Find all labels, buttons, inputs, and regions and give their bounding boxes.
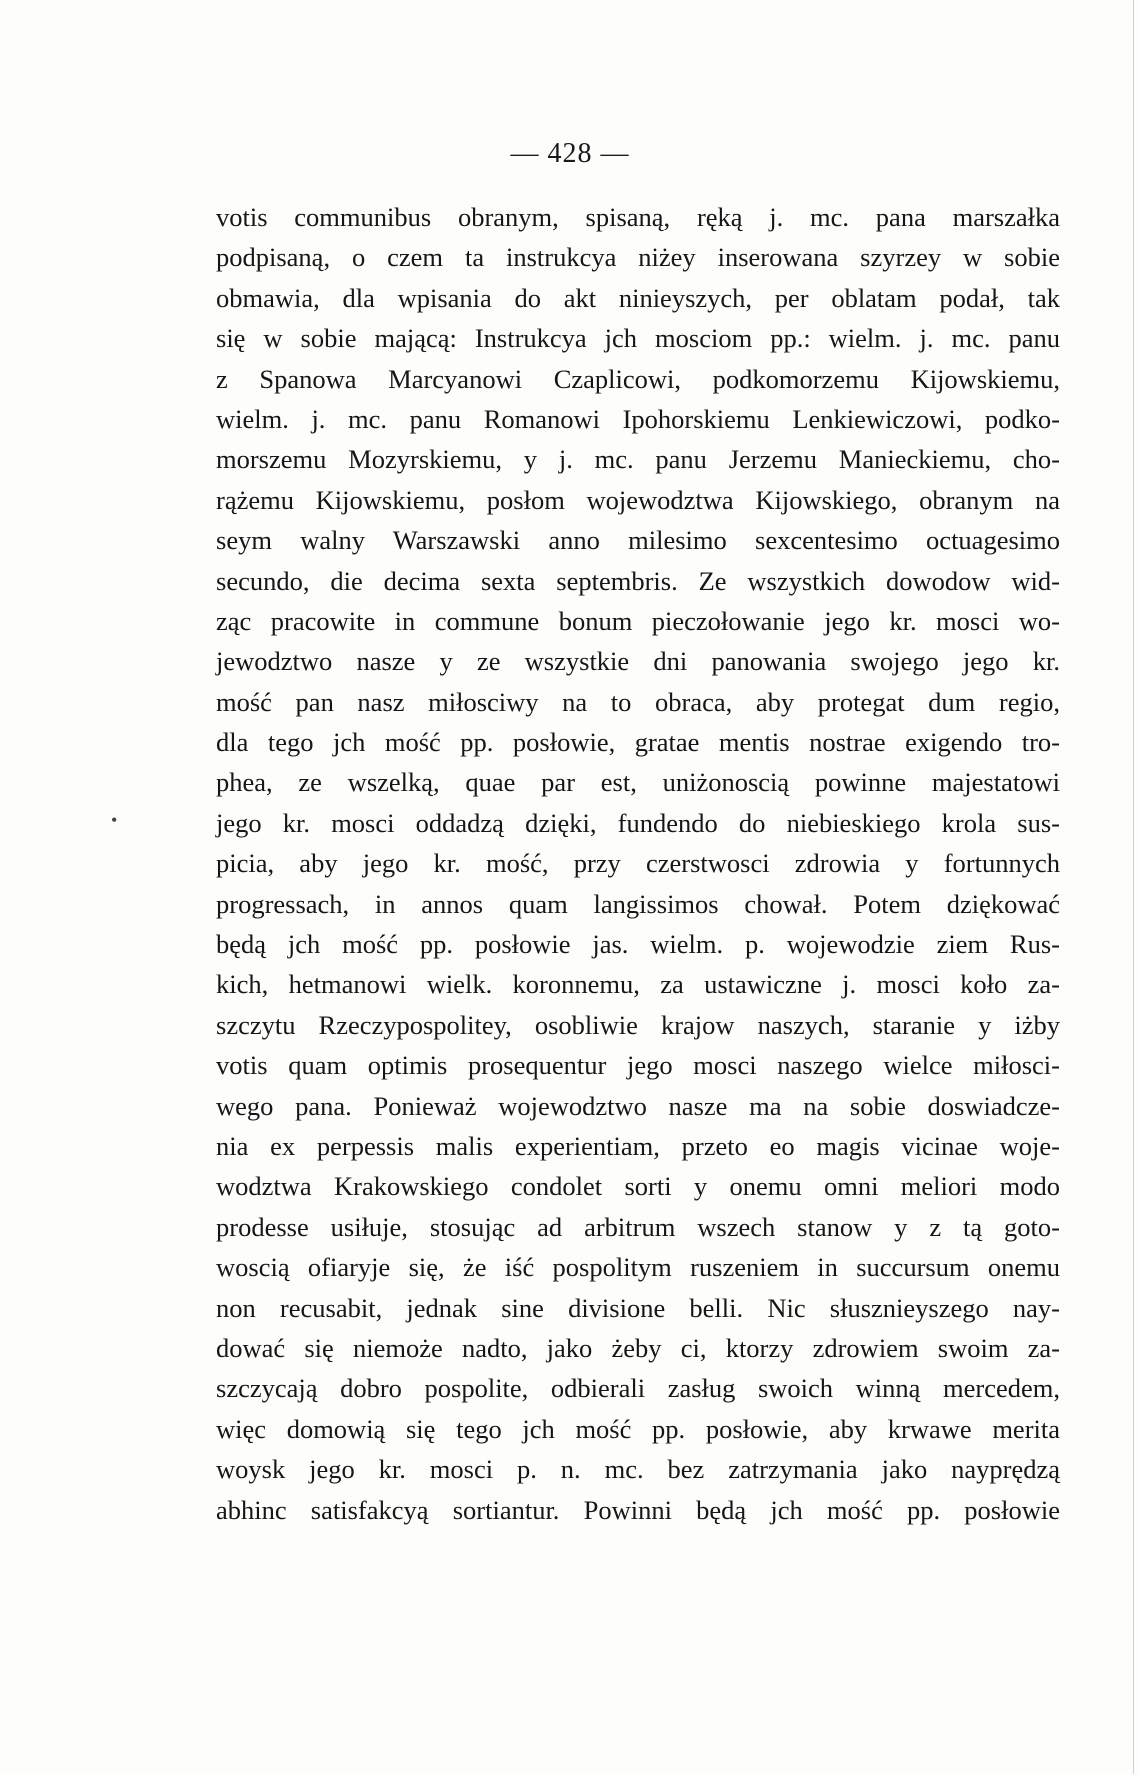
text-line: votis communibus obranym, spisaną, ręką j. mc. pana marszałka	[216, 202, 1060, 232]
margin-mark: •	[111, 810, 118, 830]
text-line: dla tego jch mość pp. posłowie, gratae mentis nostrae exigendo tro-	[216, 727, 1060, 758]
text-line: szczycają dobro pospolite, odbierali zasług swoich winną mercedem,	[216, 1373, 1060, 1404]
text-line: się w sobie mającą: Instrukcya jch mosciom pp.: wielm. j. mc. panu	[216, 323, 1060, 354]
text-line: wielm. j. mc. panu Romanowi Ipohorskiemu Lenkiewiczowi, podko-	[216, 403, 1060, 434]
text-line: wodztwa Krakowskiego condolet sorti y onemu omni meliori modo	[216, 1171, 1060, 1202]
text-line: szczytu Rzeczypospolitey, osobliwie krajow naszych, staranie y iżby	[216, 1009, 1060, 1040]
text-line: z Spanowa Marcyanowi Czaplicowi, podkomorzemu Kijowskiemu,	[216, 363, 1060, 394]
text-line: wego pana. Ponieważ wojewodztwo nasze ma na sobie doswiadcze-	[216, 1090, 1060, 1121]
text-line: woscią ofiaryje się, że iść pospolitym ruszeniem in succursum onemu	[216, 1252, 1060, 1283]
text-line: abhinc satisfakcyą sortiantur. Powinni będą jch mość pp. posłowie	[216, 1494, 1060, 1525]
text-line: obmawia, dla wpisania do akt ninieyszych, per oblatam podał, tak	[216, 282, 1060, 313]
text-line: mość pan nasz miłosciwy na to obraca, aby protegat dum regio,	[216, 686, 1060, 717]
text-line: woysk jego kr. mosci p. n. mc. bez zatrzymania jako nayprędzą	[216, 1454, 1060, 1485]
text-line: votis quam optimis prosequentur jego mosci naszego wielce miłosci-	[216, 1050, 1060, 1081]
text-line: rążemu Kijowskiemu, posłom wojewodztwa Kijowskiego, obranym na	[216, 484, 1060, 515]
text-line: dować się niemoże nadto, jako żeby ci, ktorzy zdrowiem swoim za-	[216, 1332, 1060, 1363]
text-line: phea, ze wszelką, quae par est, uniżonoscią powinne majestatowi	[216, 767, 1060, 798]
text-line: jego kr. mosci oddadzą dzięki, fundendo do niebieskiego krola sus-	[216, 807, 1060, 838]
text-line: kich, hetmanowi wielk. koronnemu, za ustawiczne j. mosci koło za-	[216, 969, 1060, 1000]
text-line: picia, aby jego kr. mość, przy czerstwosci zdrowia y fortunnych	[216, 848, 1060, 879]
text-line: nia ex perpessis malis experientiam, przeto eo magis vicinae woje-	[216, 1130, 1060, 1161]
text-line: morszemu Mozyrskiemu, y j. mc. panu Jerzemu Manieckiemu, cho-	[216, 444, 1060, 475]
text-line: seym walny Warszawski anno milesimo sexcentesimo octuagesimo	[216, 525, 1060, 556]
text-line: podpisaną, o czem ta instrukcya niżey inserowana szyrzey w sobie	[216, 242, 1060, 273]
text-line: progressach, in annos quam langissimos chował. Potem dziękować	[216, 888, 1060, 919]
text-line: jewodztwo nasze y ze wszystkie dni panowania swojego jego kr.	[216, 646, 1060, 677]
text-line: ząc pracowite in commune bonum pieczołowanie jego kr. mosci wo-	[216, 605, 1060, 636]
text-line: non recusabit, jednak sine divisione belli. Nic słusznieyszego nay-	[216, 1292, 1060, 1323]
page-number: — 428 —	[510, 138, 630, 169]
body-text	[216, 197, 1060, 1530]
text-line: będą jch mość pp. posłowie jas. wielm. p. wojewodzie ziem Rus-	[216, 929, 1060, 960]
text-line: secundo, die decima sexta septembris. Ze wszystkich dowodow wid-	[216, 565, 1060, 596]
text-line: prodesse usiłuje, stosując ad arbitrum wszech stanow y z tą goto-	[216, 1211, 1060, 1242]
text-line: więc domowią się tego jch mość pp. posłowie, aby krwawe merita	[216, 1413, 1060, 1444]
page-edge-shadow	[1133, 0, 1134, 1774]
